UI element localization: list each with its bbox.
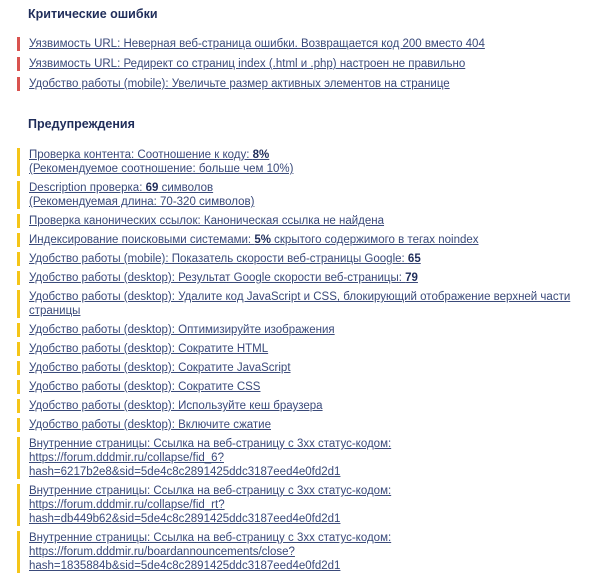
critical-item bbox=[17, 77, 587, 91]
warning-item bbox=[17, 290, 587, 318]
warning-marker bbox=[17, 148, 20, 176]
warning-link[interactable] bbox=[29, 399, 587, 413]
warning-link[interactable] bbox=[29, 148, 587, 176]
item-text: Удобство работы (desktop): Сократите CSS bbox=[29, 381, 261, 393]
warning-marker bbox=[17, 214, 20, 228]
warning-item bbox=[17, 437, 587, 479]
critical-marker bbox=[17, 57, 20, 71]
critical-link[interactable] bbox=[29, 57, 587, 71]
item-text: Внутренние страницы: Ссылка на веб-страницу с 3xx статус-кодом: https://forum.dddmir.ru/collapse/fid_rt? bbox=[29, 485, 392, 511]
item-text: Внутренние страницы: Ссылка на веб-страницу с 3xx статус-кодом: bbox=[29, 532, 392, 544]
warning-link[interactable] bbox=[29, 233, 587, 247]
item-value: 65 bbox=[407, 253, 421, 265]
item-line-1 bbox=[29, 437, 587, 465]
warning-marker bbox=[17, 531, 20, 573]
warning-marker bbox=[17, 323, 20, 337]
item-line-1 bbox=[29, 214, 587, 228]
item-text: Удобство работы (desktop): Оптимизируйте изображения bbox=[29, 324, 335, 336]
critical-errors-title: Критические ошибки bbox=[28, 7, 158, 21]
warning-item bbox=[17, 484, 587, 526]
item-text: Удобство работы (desktop): Включите сжатие bbox=[29, 419, 271, 431]
warning-item bbox=[17, 361, 587, 375]
item-line-1 bbox=[29, 181, 587, 195]
item-line-1 bbox=[29, 252, 587, 266]
item-line-2: https://forum.dddmir.ru/boardannouncements/close? bbox=[29, 546, 295, 558]
item-line-1 bbox=[29, 37, 587, 51]
warning-marker bbox=[17, 399, 20, 413]
warning-marker bbox=[17, 418, 20, 432]
warning-item bbox=[17, 271, 587, 285]
item-line-1 bbox=[29, 57, 587, 71]
item-line-2: hash=6217b2e8&sid=5de4c8c2891425ddc3187eed4e0fd2d1 bbox=[29, 466, 341, 478]
item-line-1 bbox=[29, 380, 587, 394]
warning-marker bbox=[17, 252, 20, 266]
warning-marker bbox=[17, 484, 20, 526]
warning-marker bbox=[17, 361, 20, 375]
warning-marker bbox=[17, 271, 20, 285]
item-line-1 bbox=[29, 418, 587, 432]
warning-marker bbox=[17, 233, 20, 247]
item-line-2: (Рекомендуемая длина: 70-320 символов) bbox=[29, 196, 255, 208]
item-line-2: hash=db449b62&sid=5de4c8c2891425ddc3187eed4e0fd2d1 bbox=[29, 513, 341, 525]
warning-link[interactable] bbox=[29, 484, 587, 526]
item-line-1 bbox=[29, 484, 587, 512]
item-value: 79 bbox=[405, 272, 418, 284]
warning-link[interactable] bbox=[29, 181, 587, 209]
item-text: Удобство работы (desktop): Удалите код JavaScript и CSS, блокирующий отображение верхней части bbox=[29, 291, 571, 303]
item-text: Description проверка: bbox=[29, 182, 146, 194]
item-text: Уязвимость URL: Неверная веб-страница ошибки. Возвращается код 200 вместо 404 bbox=[29, 38, 485, 50]
item-line-1 bbox=[29, 233, 587, 247]
item-line-3: hash=1835884b&sid=5de4c8c2891425ddc3187eed4e0fd2d1 bbox=[29, 560, 341, 572]
warning-item bbox=[17, 399, 587, 413]
warning-item bbox=[17, 214, 587, 228]
item-text: Удобство работы (desktop): Сократите HTML bbox=[29, 343, 269, 355]
item-text: Внутренние страницы: Ссылка на веб-страницу с 3xx статус-кодом: https://forum.dddmir.ru/collapse/fid_6? bbox=[29, 438, 392, 464]
item-text: Удобство работы (mobile): Увеличьте размер активных элементов на странице bbox=[29, 78, 450, 90]
item-text-suffix: символов bbox=[158, 182, 214, 194]
item-text: Уязвимость URL: Редирект со страниц index (.html и .php) настроен не правильно bbox=[29, 58, 466, 70]
item-value: 69 bbox=[145, 182, 159, 194]
warning-item bbox=[17, 323, 587, 337]
warning-link[interactable] bbox=[29, 437, 587, 479]
warnings-list bbox=[17, 148, 600, 573]
warning-link[interactable] bbox=[29, 342, 587, 356]
warning-item bbox=[17, 181, 587, 209]
warning-item bbox=[17, 531, 587, 573]
item-line-1 bbox=[29, 399, 587, 413]
item-text: Удобство работы (desktop): Используйте кеш браузера bbox=[29, 400, 323, 412]
warning-marker bbox=[17, 437, 20, 479]
item-line-1 bbox=[29, 148, 587, 162]
item-line-2: страницы bbox=[29, 305, 81, 317]
warning-link[interactable] bbox=[29, 361, 587, 375]
item-line-1 bbox=[29, 290, 587, 304]
warning-marker bbox=[17, 290, 20, 318]
critical-marker bbox=[17, 77, 20, 91]
warning-item bbox=[17, 380, 587, 394]
item-text: Удобство работы (desktop): Результат Google скорости веб-страницы: bbox=[29, 272, 406, 284]
warning-marker bbox=[17, 342, 20, 356]
warning-link[interactable] bbox=[29, 290, 587, 318]
item-line-1 bbox=[29, 323, 587, 337]
item-line-1 bbox=[29, 531, 587, 545]
warning-link[interactable] bbox=[29, 214, 587, 228]
warning-link[interactable] bbox=[29, 531, 587, 573]
warning-item bbox=[17, 418, 587, 432]
item-text: Удобство работы (mobile): Показатель скорости веб-страницы Google: bbox=[29, 253, 408, 265]
item-value: 8% bbox=[252, 149, 270, 161]
critical-item bbox=[17, 57, 587, 71]
item-line-1 bbox=[29, 271, 587, 285]
item-value: 5% bbox=[254, 234, 271, 246]
critical-link[interactable] bbox=[29, 37, 587, 51]
warning-item bbox=[17, 252, 587, 266]
critical-item bbox=[17, 37, 587, 51]
item-line-2: (Рекомендуемое соотношение: больше чем 10%) bbox=[29, 163, 294, 175]
critical-marker bbox=[17, 37, 20, 51]
item-text: Проверка контента: Соотношение к коду: bbox=[29, 149, 253, 161]
warning-item bbox=[17, 233, 587, 247]
item-line-1 bbox=[29, 342, 587, 356]
item-text: Проверка канонических ссылок: Каноническая ссылка не найдена bbox=[29, 215, 385, 227]
warning-link[interactable] bbox=[29, 323, 587, 337]
warning-marker bbox=[17, 380, 20, 394]
item-text: Индексирование поисковыми системами: bbox=[29, 234, 255, 246]
warning-item bbox=[17, 148, 587, 176]
item-line-1 bbox=[29, 361, 587, 375]
item-line-1 bbox=[29, 77, 587, 91]
warnings-title: Предупреждения bbox=[28, 117, 135, 131]
item-text-suffix: скрытого содержимого в тегах noindex bbox=[270, 234, 479, 246]
critical-errors-list bbox=[17, 37, 600, 91]
warning-link[interactable] bbox=[29, 252, 587, 266]
warning-item bbox=[17, 342, 587, 356]
warning-link[interactable] bbox=[29, 271, 587, 285]
warning-link[interactable] bbox=[29, 418, 587, 432]
item-text: Удобство работы (desktop): Сократите JavaScript bbox=[29, 362, 291, 374]
warning-marker bbox=[17, 181, 20, 209]
warning-link[interactable] bbox=[29, 380, 587, 394]
critical-link[interactable] bbox=[29, 77, 587, 91]
